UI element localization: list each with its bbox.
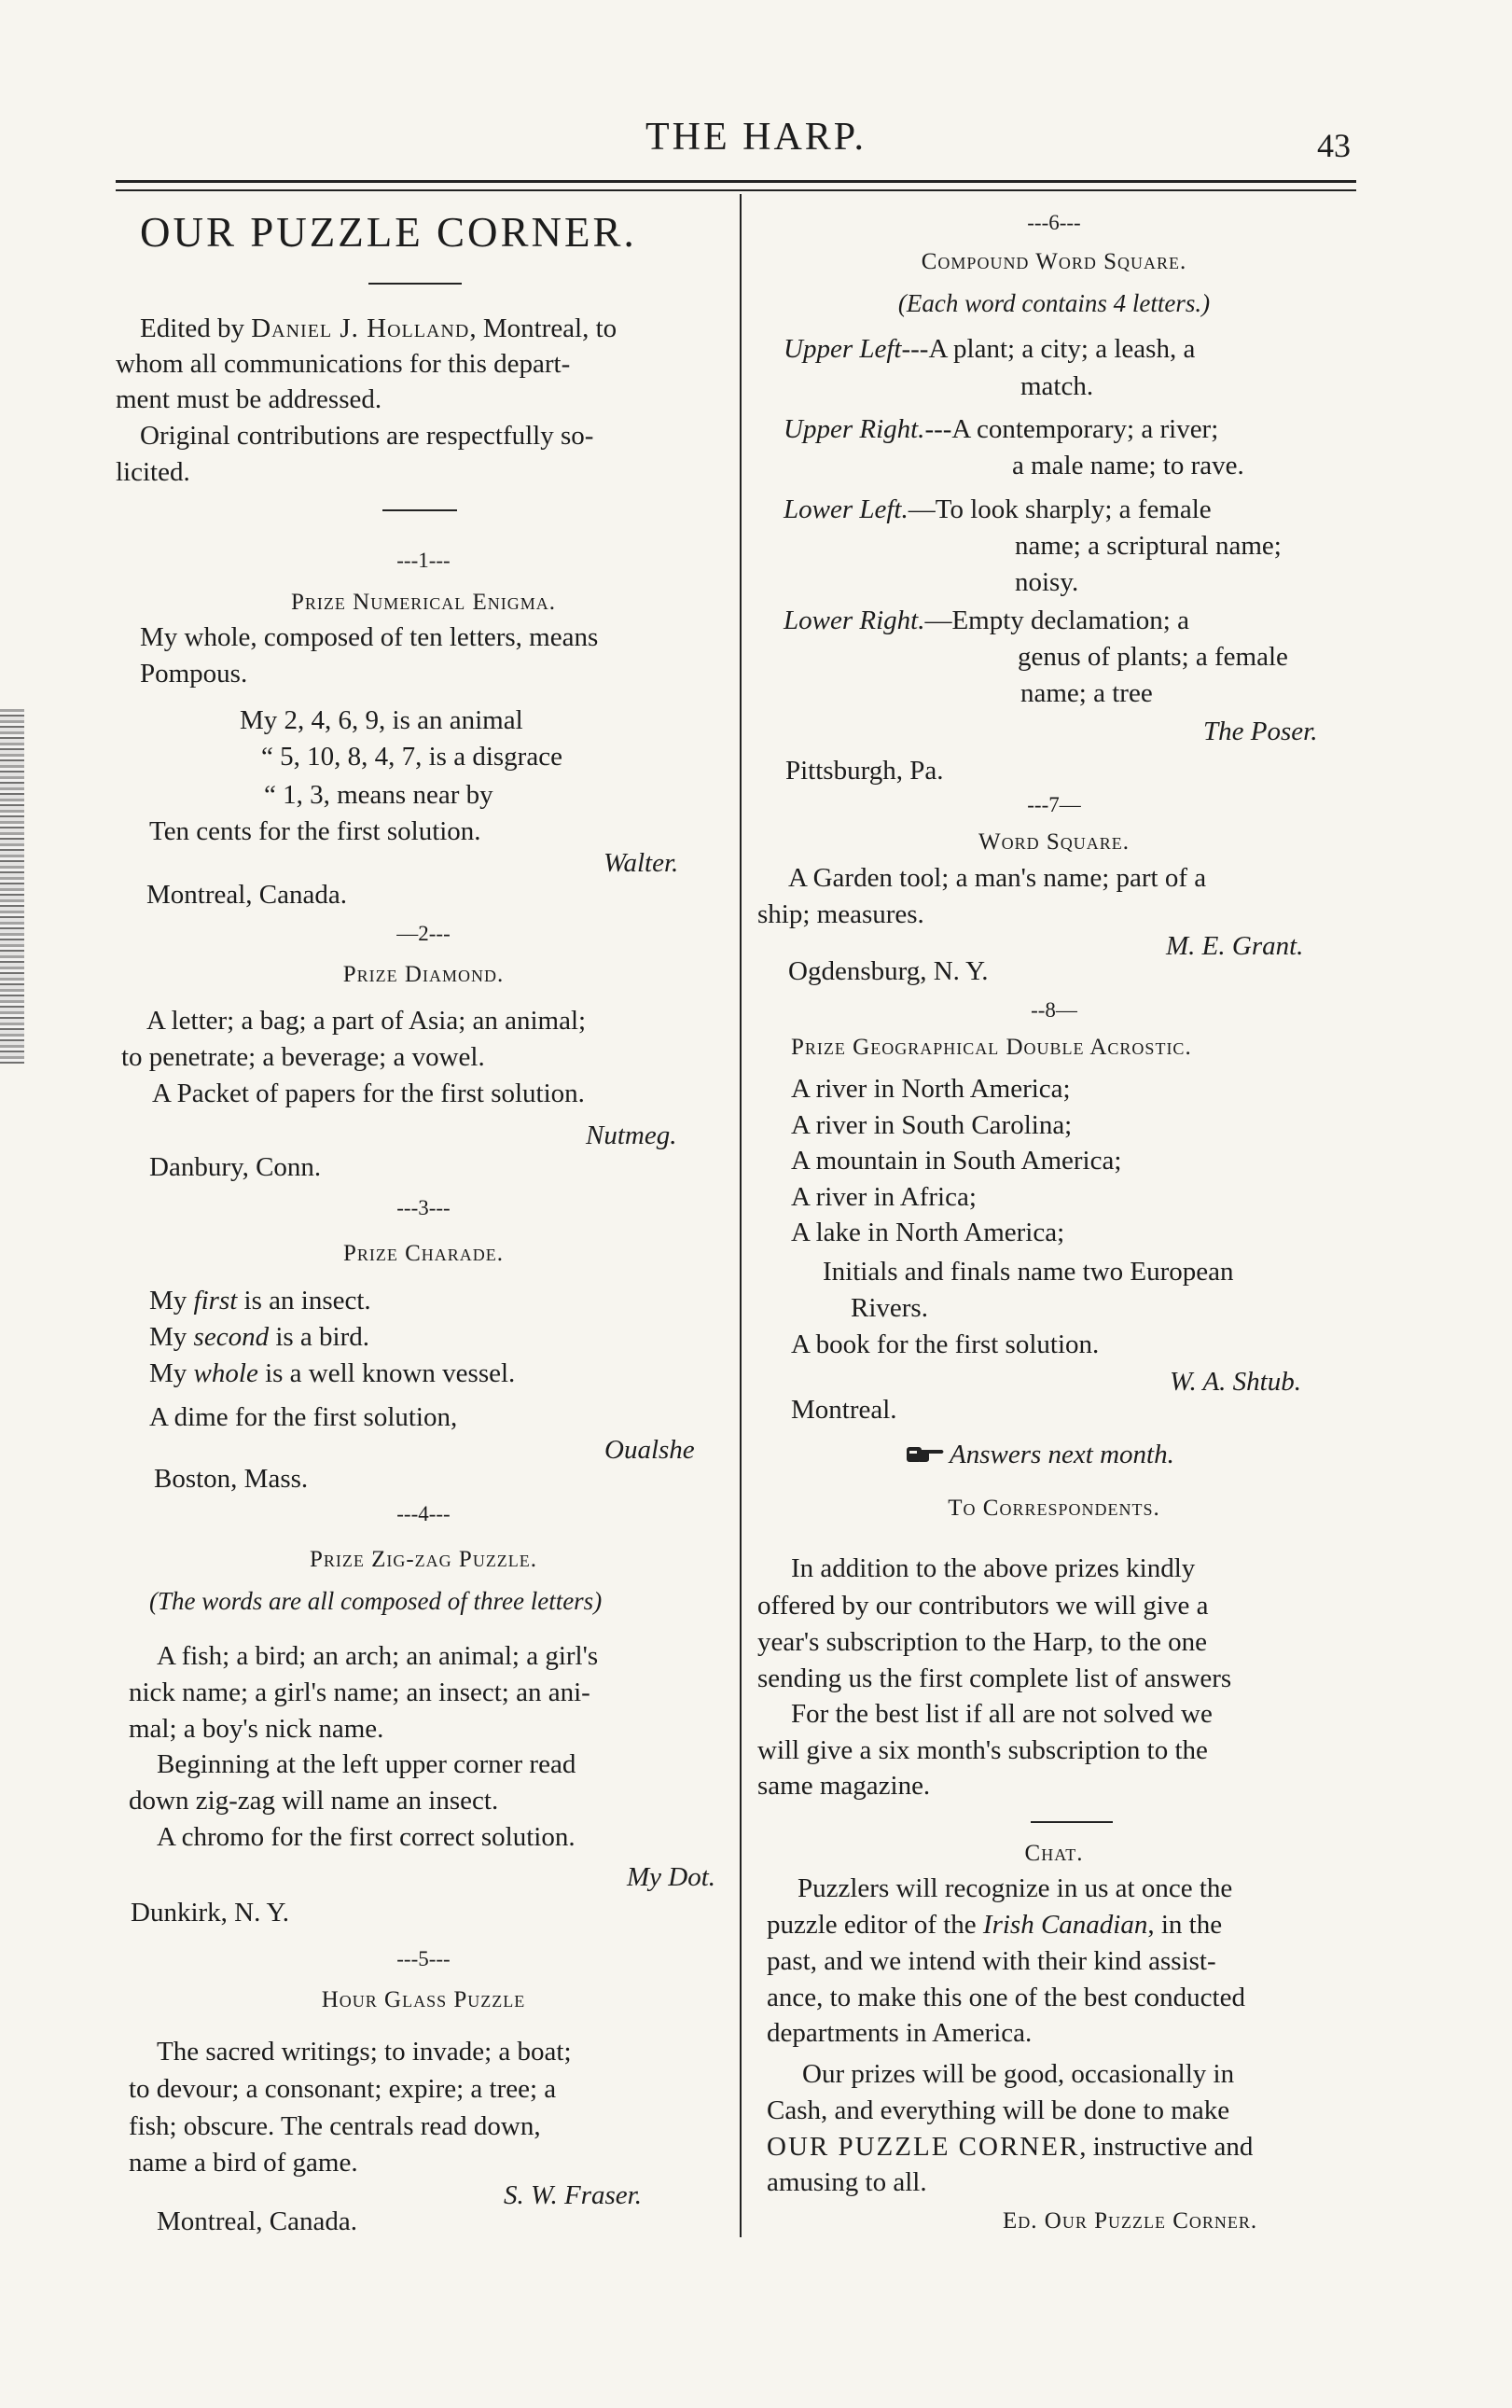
scan-edge-artifact	[0, 709, 24, 1064]
contributor: The Poser.	[1203, 717, 1318, 746]
square-lower-right: Lower Right.—Empty declamation; a	[784, 605, 1189, 635]
square-upper-right: Upper Right.---A contemporary; a river;	[784, 414, 1219, 444]
puzzle-line: nick name; a girl's name; an insect; an ani-	[129, 1677, 590, 1707]
puzzle-line: “ 5, 10, 8, 4, 7, is a disgrace	[261, 742, 562, 772]
puzzle-number: ---4---	[396, 1502, 451, 1525]
puzzle-number: ---7—	[1027, 793, 1081, 816]
puzzle-line: My 2, 4, 6, 9, is an animal	[240, 705, 523, 735]
contributor-place: Boston, Mass.	[154, 1464, 309, 1494]
puzzle-number: ---5---	[396, 1947, 451, 1970]
contributor-place: Danbury, Conn.	[149, 1152, 322, 1182]
heading-rule	[368, 283, 462, 285]
puzzle-title: Word Square.	[978, 829, 1130, 855]
contributor-place: Montreal.	[791, 1395, 897, 1425]
puzzle-line: A Packet of papers for the first solution.	[152, 1079, 585, 1108]
contributor: My Dot.	[627, 1862, 716, 1892]
puzzle-line: name; a tree	[1020, 678, 1153, 708]
puzzle-number: —2---	[396, 922, 451, 945]
puzzle-line: A letter; a bag; a part of Asia; an animal;	[146, 1006, 587, 1036]
puzzle-line: A Garden tool; a man's name; part of a	[788, 863, 1207, 893]
paragraph-line: Cash, and everything will be done to make	[767, 2095, 1230, 2125]
contributor: Oualshe	[604, 1435, 695, 1465]
puzzle-number: --8—	[1031, 998, 1077, 1022]
paragraph-line: In addition to the above prizes kindly	[791, 1553, 1196, 1583]
puzzle-line: “ 1, 3, means near by	[264, 780, 493, 810]
paragraph-line: will give a six month's subscription to the	[757, 1735, 1208, 1765]
charade-first: My first is an insect.	[149, 1286, 371, 1315]
puzzle-line: Pompous.	[140, 659, 248, 689]
puzzle-line: genus of plants; a female	[1018, 642, 1288, 672]
puzzle-line: A river in North America;	[791, 1074, 1071, 1104]
puzzle-note: (The words are all composed of three letters)	[149, 1587, 603, 1615]
paragraph-line: same magazine.	[757, 1771, 931, 1801]
intro-line-5: licited.	[116, 457, 190, 487]
puzzle-line: name; a scriptural name;	[1015, 531, 1282, 561]
puzzle-title: Hour Glass Puzzle	[321, 1987, 526, 2012]
puzzle-line: Rivers.	[851, 1293, 928, 1323]
puzzle-title: Prize Numerical Enigma.	[291, 590, 556, 615]
intro-line-3: ment must be addressed.	[116, 384, 382, 414]
running-title: THE HARP.	[645, 116, 867, 159]
charade-second: My second is a bird.	[149, 1322, 370, 1352]
contributor: Nutmeg.	[586, 1120, 677, 1150]
contributor: W. A. Shtub.	[1170, 1367, 1301, 1397]
intro-line-1: Edited by Daniel J. Holland, Montreal, to	[140, 313, 617, 343]
puzzle-line: A river in Africa;	[791, 1182, 977, 1212]
charade-whole: My whole is a well known vessel.	[149, 1358, 516, 1388]
intro-rule	[382, 509, 457, 511]
page-number: 43	[1317, 127, 1351, 164]
contributor: M. E. Grant.	[1166, 931, 1304, 961]
header-rule-bottom	[116, 189, 1356, 191]
paragraph-line: OUR PUZZLE CORNER, instructive and	[767, 2132, 1254, 2162]
contributor-place: Pittsburgh, Pa.	[785, 756, 944, 786]
puzzle-title: Compound Word Square.	[921, 249, 1187, 274]
puzzle-line: Ten cents for the first solution.	[149, 816, 481, 846]
contributor-place: Montreal, Canada.	[157, 2206, 358, 2236]
puzzle-number: ---1---	[396, 549, 451, 572]
puzzle-line: down zig-zag will name an insect.	[129, 1786, 499, 1816]
paragraph-line: ance, to make this one of the best conducted	[767, 1983, 1245, 2012]
section-heading: OUR PUZZLE CORNER.	[140, 209, 637, 256]
paragraph-line: past, and we intend with their kind assist-	[767, 1946, 1216, 1976]
pointing-hand-icon	[905, 1442, 946, 1467]
editor-signature: Ed. Our Puzzle Corner.	[1003, 2208, 1258, 2234]
puzzle-line: match.	[1020, 371, 1094, 401]
paragraph-line: For the best list if all are not solved we	[791, 1699, 1213, 1729]
puzzle-line: mal; a boy's nick name.	[129, 1714, 384, 1744]
puzzle-line: ship; measures.	[757, 899, 924, 929]
header-rule-top	[116, 180, 1356, 183]
chat-rule	[1031, 1821, 1113, 1823]
puzzle-line: Beginning at the left upper corner read	[157, 1749, 576, 1779]
editor-name: Daniel J. Holland	[251, 313, 470, 343]
puzzle-line: name a bird of game.	[129, 2148, 358, 2178]
answers-note: Answers next month.	[950, 1440, 1174, 1469]
column-divider	[740, 194, 742, 2237]
puzzle-line: a male name; to rave.	[1012, 451, 1244, 480]
puzzle-line: A book for the first solution.	[791, 1329, 1100, 1359]
section-title: To Correspondents.	[948, 1496, 1160, 1521]
puzzle-line: fish; obscure. The centrals read down,	[129, 2111, 541, 2141]
puzzle-line: My whole, composed of ten letters, means	[140, 622, 599, 652]
square-upper-left: Upper Left---A plant; a city; a leash, a	[784, 334, 1196, 364]
intro-line-4: Original contributions are respectfully so-	[140, 421, 594, 451]
puzzle-title: Prize Charade.	[342, 1241, 505, 1266]
paragraph-line: puzzle editor of the Irish Canadian, in the	[767, 1910, 1223, 1940]
contributor-place: Ogdensburg, N. Y.	[788, 956, 989, 986]
contributor-place: Dunkirk, N. Y.	[131, 1898, 289, 1928]
contributor-place: Montreal, Canada.	[146, 880, 348, 910]
contributor: S. W. Fraser.	[504, 2180, 642, 2210]
paragraph-line: amusing to all.	[767, 2167, 927, 2197]
puzzle-line: to devour; a consonant; expire; a tree; a	[129, 2074, 557, 2104]
paragraph-line: offered by our contributors we will give a	[757, 1591, 1209, 1621]
puzzle-line: A lake in North America;	[791, 1218, 1065, 1247]
puzzle-number: ---6---	[1027, 211, 1081, 234]
puzzle-title: Prize Diamond.	[342, 962, 505, 987]
puzzle-title: Prize Geographical Double Acrostic.	[791, 1035, 1192, 1060]
puzzle-title: Prize Zig-zag Puzzle.	[309, 1547, 538, 1572]
puzzle-line: to penetrate; a beverage; a vowel.	[121, 1042, 485, 1072]
puzzle-line: noisy.	[1015, 567, 1079, 597]
puzzle-note: (Each word contains 4 letters.)	[897, 289, 1211, 317]
puzzle-line: A river in South Carolina;	[791, 1110, 1073, 1140]
puzzle-line: A chromo for the first correct solution.	[157, 1822, 576, 1852]
puzzle-line: A dime for the first solution,	[149, 1402, 458, 1432]
section-title: Chat.	[1024, 1841, 1084, 1866]
square-lower-left: Lower Left.—To look sharply; a female	[784, 494, 1212, 524]
intro-line-2: whom all communications for this depart-	[116, 349, 571, 379]
paragraph-line: departments in America.	[767, 2018, 1033, 2048]
puzzle-line: The sacred writings; to invade; a boat;	[157, 2037, 572, 2067]
paragraph-line: Puzzlers will recognize in us at once the	[798, 1873, 1233, 1903]
puzzle-line: A fish; a bird; an arch; an animal; a girl's	[157, 1641, 599, 1671]
paragraph-line: year's subscription to the Harp, to the one	[757, 1627, 1207, 1657]
paragraph-line: sending us the first complete list of answers	[757, 1663, 1232, 1693]
contributor: Walter.	[603, 848, 679, 878]
paragraph-line: Our prizes will be good, occasionally in	[802, 2059, 1235, 2089]
puzzle-line: A mountain in South America;	[791, 1146, 1122, 1176]
puzzle-number: ---3---	[396, 1196, 451, 1219]
puzzle-line: Initials and finals name two European	[823, 1257, 1234, 1287]
